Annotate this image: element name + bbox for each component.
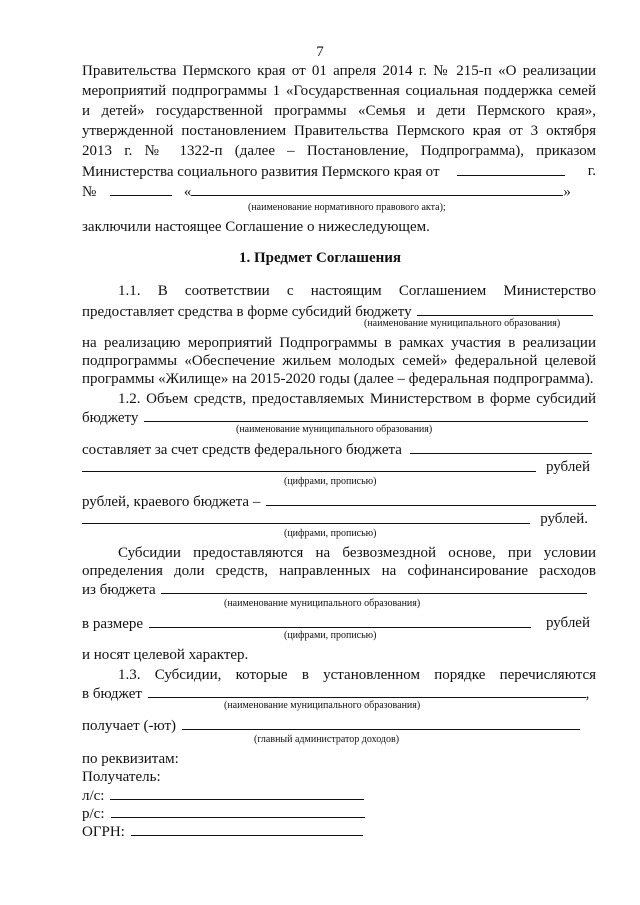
federal-amount-blank-a[interactable] bbox=[410, 440, 592, 454]
municipality-blank-2[interactable] bbox=[144, 408, 588, 422]
intro-line-7 bbox=[82, 182, 596, 201]
rubles-label-3: рублей bbox=[545, 615, 590, 631]
section-title: 1. Предмет Соглашения bbox=[238, 250, 402, 266]
page-number: 7 bbox=[316, 44, 324, 60]
intro-line-4: утвержденной постановлением Правительства Пермского края от 3 октября bbox=[82, 123, 596, 139]
intro-line-2: мероприятий подпрограммы 1 «Государственная социальная поддержка семей bbox=[82, 83, 596, 99]
municipality-blank-1[interactable] bbox=[417, 302, 593, 316]
caption-digits-1: (цифрами, прописью) bbox=[284, 476, 377, 487]
ogrn-label: ОГРН: bbox=[82, 824, 125, 840]
caption-municipality-1: (наименование муниципального образования) bbox=[364, 318, 561, 329]
comma: , bbox=[585, 686, 590, 702]
subsidy-line-5: и носят целевой характер. bbox=[82, 647, 249, 663]
ls-row bbox=[82, 786, 596, 805]
intro-line-1: Правительства Пермского края от 01 апреля 2014 г. № 215-п «О реализации bbox=[82, 63, 596, 79]
ls-blank[interactable] bbox=[110, 786, 364, 800]
subsidy-line-1: Субсидии предоставляются на безвозмездной основе, при условии bbox=[118, 545, 596, 561]
subsidy-line-3 bbox=[82, 580, 596, 599]
rubles-label-2: рублей. bbox=[540, 511, 588, 527]
recipient-label: Получатель: bbox=[82, 769, 161, 785]
rs-row bbox=[82, 804, 596, 823]
p12-line-2-text: бюджету bbox=[82, 410, 139, 426]
p13-line-2-text: в бюджет bbox=[82, 686, 142, 702]
p13-line-3-text: получает (-ют) bbox=[82, 718, 177, 734]
act-name-blank[interactable] bbox=[191, 182, 563, 196]
p11-line-5: программы «Жилище» на 2015-2020 годы (далее – федеральная подпрограмма). bbox=[82, 371, 594, 387]
p13-line-1: 1.3. Субсидии, которые в установленном порядке перечисляются bbox=[118, 667, 596, 683]
order-number-blank[interactable] bbox=[110, 182, 172, 196]
regional-amount-blank-b[interactable] bbox=[82, 510, 530, 524]
p12-line-1: 1.2. Объем средств, предоставляемых Министерством в форме субсидий bbox=[118, 391, 596, 407]
regional-amount-blank-a[interactable] bbox=[266, 492, 596, 506]
municipality-blank-3[interactable] bbox=[161, 580, 587, 594]
ls-label: л/с: bbox=[82, 788, 105, 804]
p11-line-4: подпрограммы «Обеспечение жильем молодых семей» федеральной целевой bbox=[82, 353, 596, 369]
order-date-blank[interactable] bbox=[457, 162, 565, 176]
caption-digits-2: (цифрами, прописью) bbox=[284, 528, 377, 539]
p12-line-4 bbox=[82, 458, 596, 477]
caption-revenue-admin: (главный администратор доходов) bbox=[254, 734, 400, 745]
p12-line-5 bbox=[82, 492, 596, 511]
rubles-label-1: рублей bbox=[545, 459, 590, 475]
p12-line-3-text: составляет за счет средств федерального бюджета bbox=[82, 442, 402, 458]
federal-amount-blank-b[interactable] bbox=[82, 458, 536, 472]
year-abbrev: г. bbox=[587, 163, 596, 179]
municipality-blank-4[interactable] bbox=[148, 684, 586, 698]
rs-label: р/с: bbox=[82, 806, 105, 822]
p11-line-3: на реализацию мероприятий Подпрограммы в рамках участия в реализации bbox=[82, 335, 596, 351]
caption-municipality-2: (наименование муниципального образования) bbox=[236, 424, 433, 435]
caption-act-name: (наименование нормативного правового акта); bbox=[248, 202, 446, 213]
p13-line-3 bbox=[82, 716, 596, 735]
caption-municipality-4: (наименование муниципального образования) bbox=[224, 700, 421, 711]
subsidy-line-4-text: в размере bbox=[82, 616, 144, 632]
caption-digits-3: (цифрами, прописью) bbox=[284, 630, 377, 641]
open-quote: « bbox=[183, 184, 192, 200]
subsidy-line-3-text: из бюджета bbox=[82, 582, 156, 598]
caption-municipality-3: (наименование муниципального образования) bbox=[224, 598, 421, 609]
intro-line-3: и детей» государственной программы «Семья и дети Пермского края», bbox=[82, 103, 596, 119]
intro-line-6 bbox=[82, 162, 596, 181]
ogrn-blank[interactable] bbox=[131, 822, 363, 836]
close-quote: » bbox=[563, 184, 571, 200]
order-from-text: Министерства социального развития Пермского края от bbox=[82, 164, 440, 180]
rs-blank[interactable] bbox=[111, 804, 365, 818]
subsidy-line-2: определения доли средств, направленных на софинансирование расходов bbox=[82, 563, 596, 579]
p12-line-3 bbox=[82, 440, 596, 459]
concluded-text: заключили настоящее Соглашение о нижеследующем. bbox=[82, 219, 430, 235]
p12-line-5-text: рублей, краевого бюджета – bbox=[82, 494, 261, 510]
requisites-label: по реквизитам: bbox=[82, 751, 179, 767]
p12-line-6 bbox=[82, 510, 596, 529]
intro-line-5: 2013 г. № 1322-п (далее – Постановление, Подпрограмма), приказом bbox=[82, 143, 596, 159]
share-amount-blank[interactable] bbox=[149, 614, 531, 628]
number-sign: № bbox=[82, 184, 97, 200]
p11-line-1: 1.1. В соответствии с настоящим Соглашением Министерство bbox=[118, 283, 596, 299]
ogrn-row bbox=[82, 822, 596, 841]
p11-line-2-text: предоставляет средства в форме субсидий бюджету bbox=[82, 304, 412, 320]
revenue-admin-blank[interactable] bbox=[182, 716, 580, 730]
